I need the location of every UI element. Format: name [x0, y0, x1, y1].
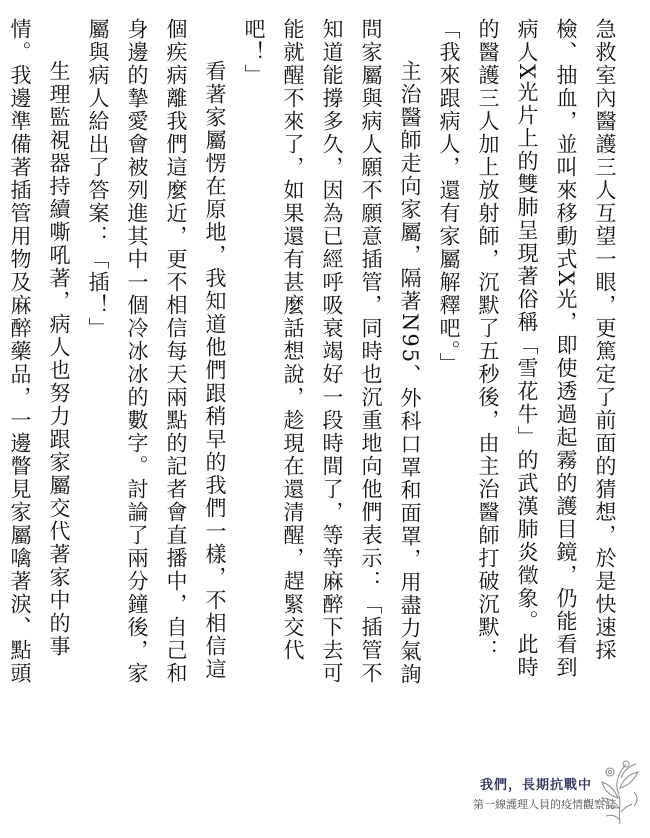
- vertical-text-body: [8, 18, 624, 698]
- book-title: 我們，長期抗戰中: [479, 778, 592, 793]
- book-subtitle: 第一線護理人員的疫情觀察誌: [473, 798, 616, 811]
- paragraph-3: 看著家屬愣在原地，我知道他們跟稍早的我們一樣，不相信這個疾病離我們這麼近，更不相信每天兩點的記者會直播中，自己和身邊的摯愛會被列進其中一個冷冰冰的數字。討論了兩分鐘後，家屬與病人給出了答案：「插！」: [86, 18, 227, 685]
- floral-ornament-icon: [596, 758, 644, 826]
- paragraph-2: 主治醫師走向家屬，隔著N95、外科口罩和面罩，用盡力氣詢問家屬與病人願不願意插管，同時也沉重地向他們表示：「插管不知道能撐多久，因為已經呼吸衰竭好一段時間了，等等麻醉下去可能就醒不來了，如果還有甚麼話想說，趁現在還清醒，趕緊交代吧！」: [242, 18, 422, 687]
- paragraph-1: 急救室內醫護三人互望一眼，更篤定了前面的猜想，於是快速採檢、抽血，並叫來移動式X光，即使透過起霧的護目鏡，仍能看到病人X光片上的雙肺呈現著俗稱「雪花牛」的武漢肺炎徵象。此時的醫護三人加上放射師，沉默了五秒後，由主治醫師打破沉默：「我來跟病人，還有家屬解釋吧。」: [437, 18, 617, 679]
- page-footer: [414, 758, 644, 828]
- paragraph-4: 生理監視器持續嘶吼著，病人也努力跟家屬交代著家中的事情。我邊準備著插管用物及麻醉藥品，一邊瞥見家屬噙著淚、點頭: [8, 18, 71, 685]
